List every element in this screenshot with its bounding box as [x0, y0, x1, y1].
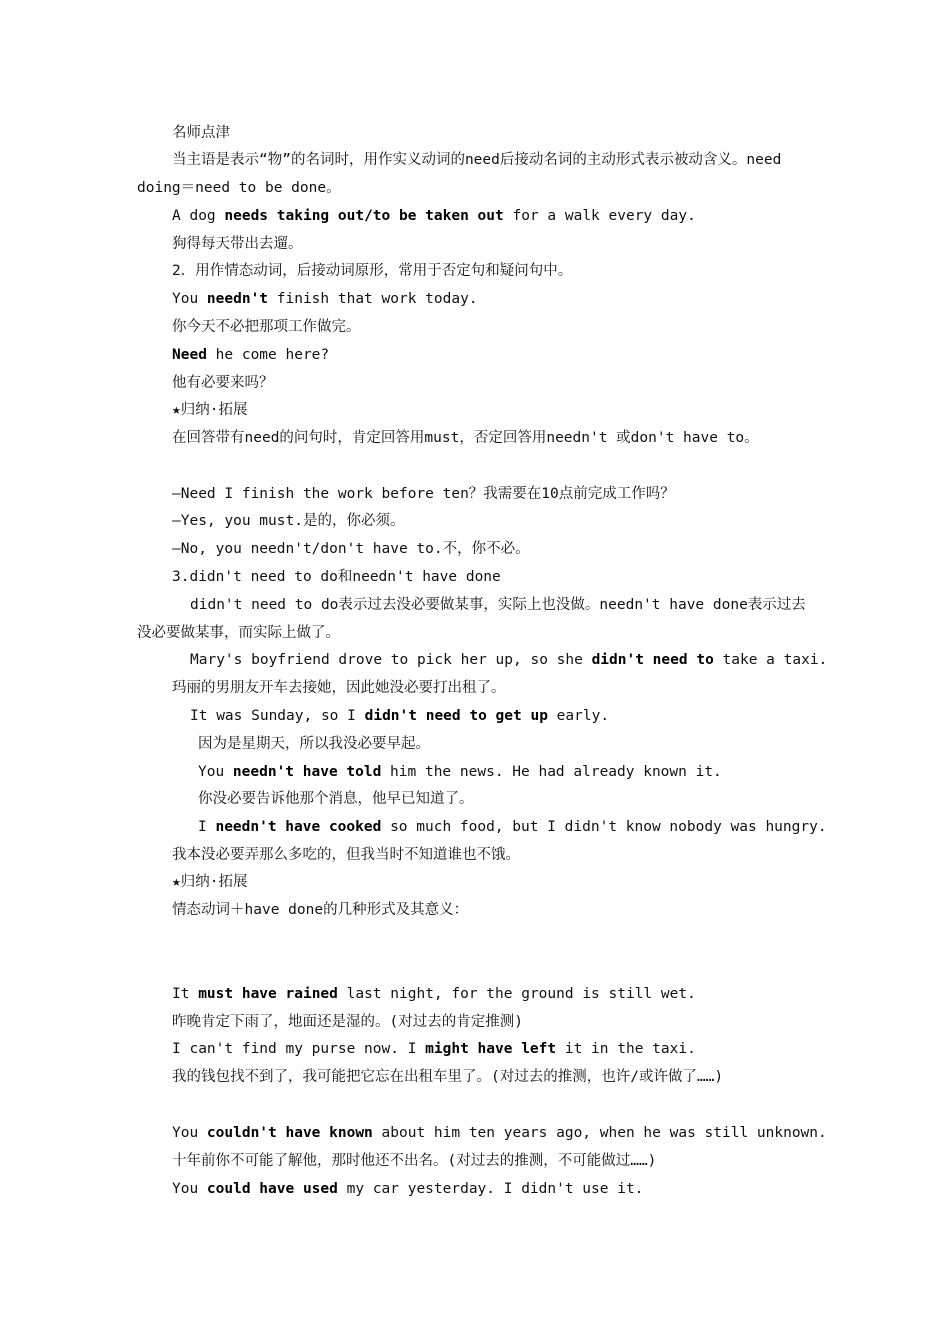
example-translation: 玛丽的男朋友开车去接她，因此她没必要打出租了。 [172, 680, 506, 696]
dialog-line: —Yes, you must.是的，你必须。 [172, 513, 405, 529]
summary-title: ★归纳·拓展 [172, 874, 248, 890]
summary-paragraph: 在回答带有need的问句时，肯定回答用must，否定回答用needn't 或don't have to。 [172, 430, 759, 446]
example-translation: 昨晚肯定下雨了，地面还是湿的。(对过去的肯定推测) [172, 1014, 523, 1030]
example-sentence: You needn't finish that work today. [172, 291, 478, 307]
example-translation: 我的钱包找不到了，我可能把它忘在出租车里了。(对过去的推测，也许/或许做了……) [172, 1069, 724, 1085]
dialog-line: —Need I finish the work before ten？我需要在10点前完成工作吗？ [172, 486, 675, 502]
example-translation: 你没必要告诉他那个消息，他早已知道了。 [198, 791, 474, 807]
example-sentence: Mary's boyfriend drove to pick her up, so she didn't need to take a taxi. [190, 652, 828, 668]
example-translation: 因为是星期天，所以我没必要早起。 [198, 736, 430, 752]
example-sentence: A dog needs taking out/to be taken out for a walk every day. [172, 208, 696, 224]
example-translation: 他有必要来吗？ [172, 375, 274, 391]
example-sentence: It must have rained last night, for the ground is still wet. [172, 986, 696, 1002]
example-sentence: You needn't have told him the news. He had already known it. [198, 764, 722, 780]
example-sentence: It was Sunday, so I didn't need to get up early. [190, 708, 610, 724]
example-translation: 十年前你不可能了解他，那时他还不出名。(对过去的推测，不可能做过……) [172, 1153, 657, 1169]
example-translation: 你今天不必把那项工作做完。 [172, 319, 361, 335]
example-translation: 狗得每天带出去遛。 [172, 236, 303, 252]
example-sentence: Need he come here? [172, 347, 330, 363]
point-paragraph: didn't need to do表示过去没必要做某事，实际上也没做。needn't have done表示过去没必要做某事，而实际上做了。 [137, 597, 806, 641]
example-sentence: I can't find my purse now. I might have left it in the taxi. [172, 1041, 696, 1057]
example-translation: 我本没必要弄那么多吃的，但我当时不知道谁也不饿。 [172, 847, 520, 863]
example-sentence: I needn't have cooked so much food, but I didn't know nobody was hungry. [198, 819, 827, 835]
dialog-line: —No, you needn't/don't have to.不，你不必。 [172, 541, 530, 557]
summary-paragraph: 情态动词＋have done的几种形式及其意义： [172, 902, 469, 918]
section-heading: 名师点津 [172, 125, 230, 141]
example-sentence: You could have used my car yesterday. I didn't use it. [172, 1181, 644, 1197]
example-sentence: You couldn't have known about him ten years ago, when he was still unknown. [172, 1125, 827, 1141]
summary-title: ★归纳·拓展 [172, 402, 248, 418]
point-heading: 2．用作情态动词，后接动词原形，常用于否定句和疑问句中。 [172, 263, 573, 279]
rule-paragraph: 当主语是表示“物”的名词时，用作实义动词的need后接动名词的主动形式表示被动含义。need doing＝need to be done。 [137, 152, 782, 196]
point-heading: 3.didn't need to do和needn't have done [172, 569, 501, 585]
